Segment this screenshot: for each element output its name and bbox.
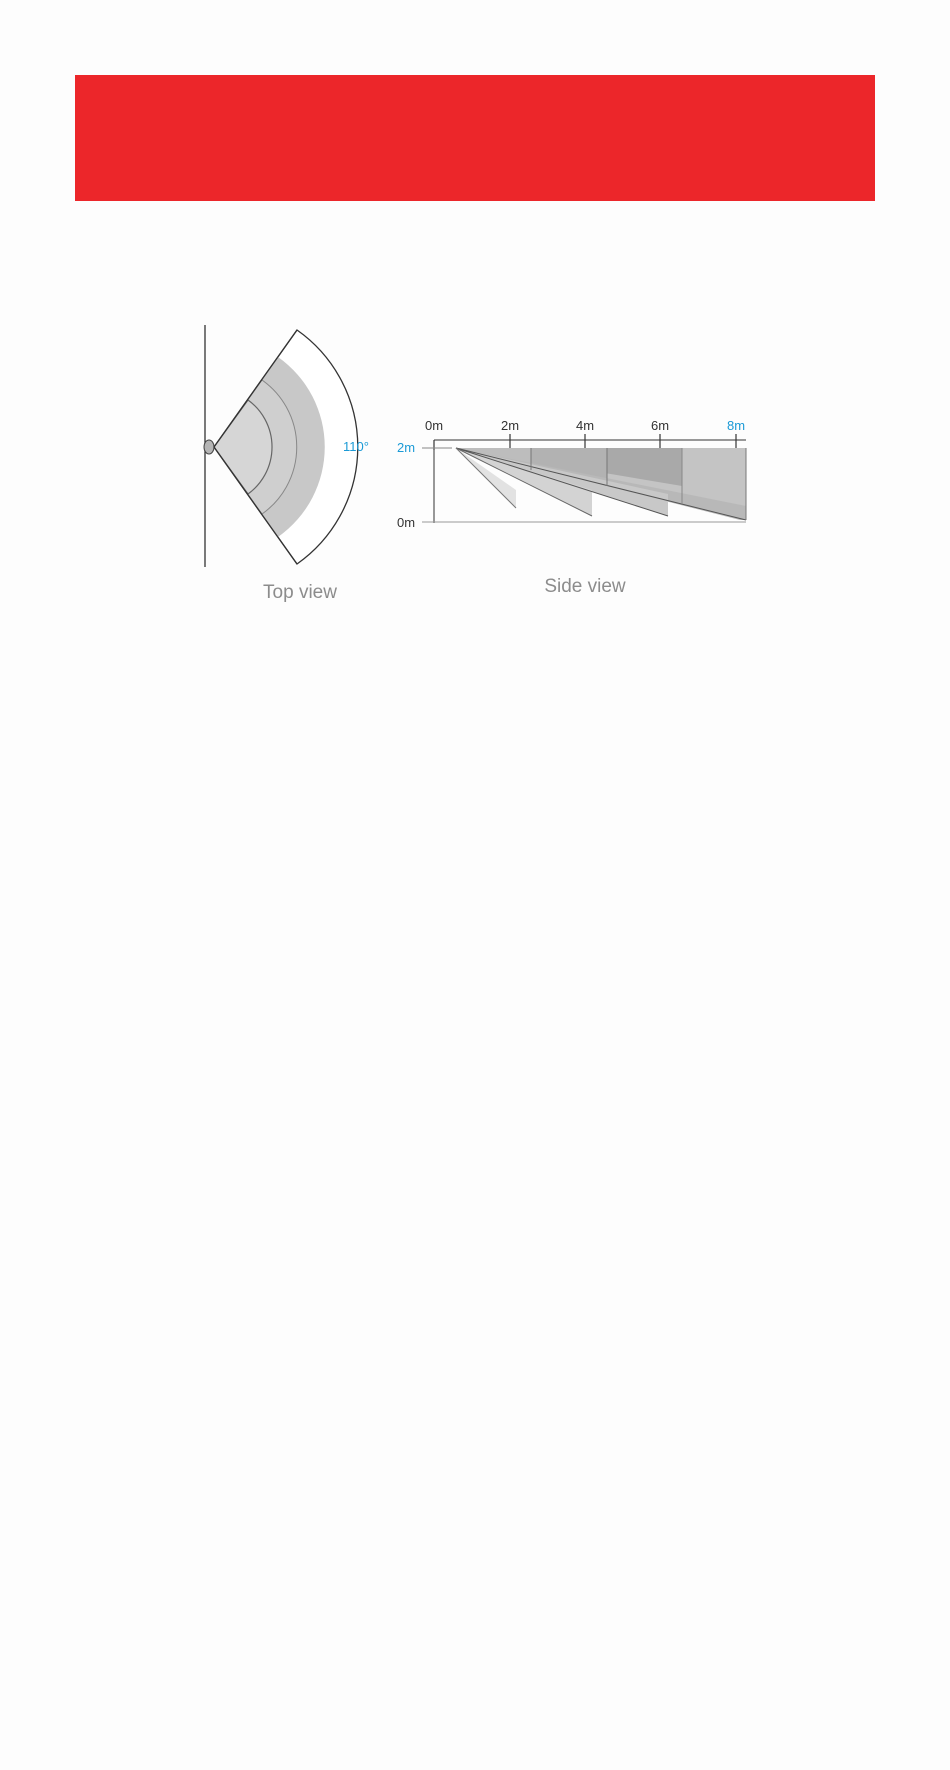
angle-label: 110°	[343, 439, 369, 454]
tick-label-4m: 4m	[575, 418, 595, 433]
tick-label-8m: 8m	[726, 418, 746, 433]
sensor-icon	[204, 440, 214, 454]
height-label-top: 2m	[397, 440, 416, 455]
side-view-caption: Side view	[544, 576, 626, 597]
tick-label-6m: 6m	[650, 418, 670, 433]
side-view	[397, 418, 746, 597]
tick-label-0m: 0m	[424, 418, 444, 433]
top-view-caption: Top view	[263, 582, 337, 603]
detection-range-diagram	[0, 0, 950, 700]
tick-label-2m: 2m	[500, 418, 520, 433]
height-label-bottom: 0m	[397, 515, 416, 530]
top-view	[204, 325, 369, 603]
